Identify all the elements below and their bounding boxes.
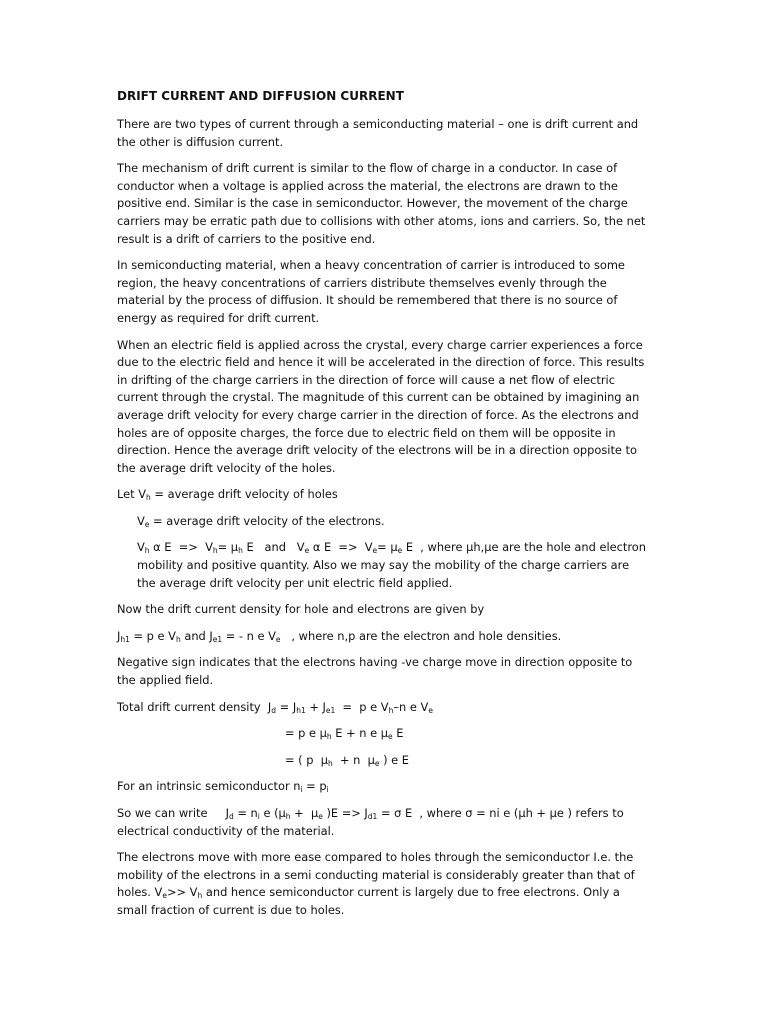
paragraph-intro: There are two types of current through a semiconducting material – one is drift current and the other is diffusion current. (117, 117, 639, 149)
total-drift-step-3: = ( p $\mu_h + n$ $\mu_e$ ) e E (285, 752, 409, 768)
total-drift-step-2: = p e $\mu_h$ E + n e $\mu_e$ E (285, 726, 404, 742)
density-equation: $J_{h1} = p$ e $V_h$ and $J_{e1}$ = - n e $V_e$ , where n,p are the electron and hole densities. (117, 628, 562, 644)
definition-vh: Let $V_h$ = average drift velocity of holes (117, 487, 338, 503)
document-title: DRIFT CURRENT AND DIFFUSION CURRENT (117, 89, 404, 103)
density-intro: Now the drift current density for hole and electrons are given by (117, 602, 485, 617)
intrinsic-line: For an intrinsic semiconductor $n_i = p_i$ (117, 779, 329, 795)
paragraph-electric-field: When an electric field is applied across the crystal, every charge carrier experiences a force due to the electric field and hence it will be accelerated in the direction of force. This results in drifting of the charge carriers in the direction of force will cause a net flow of electric current through the crystal. The magnitude of this current can be obtained by imagining an average drift velocity for every charge carrier in the direction of force. As the electrons and holes are of opposite charges, the force due to electric field on them will be opposite in direction. Hence the average drift velocity of the electrons will be in a direction opposite to the average drift velocity of the holes. (117, 337, 645, 475)
paragraph-diffusion: In semiconducting material, when a heavy concentration of carrier is introduced to some region, the heavy concentrations of carriers distribute themselves evenly through the material by the process of diffusion. It should be remembered that there is no source of energy as required for drift current. (117, 258, 625, 325)
paragraph-drift-mechanism: The mechanism of drift current is similar to the flow of charge in a conductor. In case of conductor when a voltage is applied across the material, the electrons are drawn to the positive end. Similar is the case in semiconductor. However, the movement of the charge carriers may be erratic path due to collisions with other atoms, ions and carriers. So, the net result is a drift of carriers to the positive end. (117, 161, 646, 246)
mobility-paragraph: $V_h$ α $E => V_h= \mu_h$ E and $V_e$ α $E => V_e= \mu_e$ E , where μh,μe are the hole and electron mobility and positive quantity. Also we may say the mobility of the charge carriers are the average drift velocity per unit electric field applied. (137, 540, 646, 590)
final-paragraph: The electrons move with more ease compared to holes through the semiconductor I.e. the mobility of the electrons in a semi conducting material is considerably greater than that of holes. $V_e>> V_h$ and hence semiconductor current is largely due to free electrons. Only a small fraction of current is due to holes. (117, 850, 635, 917)
definition-ve: $V_e$ = average drift velocity of the electrons. (137, 513, 385, 529)
total-drift-equation: Total drift current density $J_d = J_{h1} + J_{e1} = p$ e $V_h-n$ e $V_e$ (117, 699, 433, 715)
negative-sign-paragraph: Negative sign indicates that the electrons having -ve charge move in direction opposite to the applied field. (117, 655, 633, 688)
conductivity-paragraph: So we can write $J_d = n_i$ e ($\mu_h + \mu_e$ )$E => J_{d1} = \sigma$ E , where σ = ni e (μh + μe ) refers to electrical conductivity of the material. (117, 806, 624, 838)
